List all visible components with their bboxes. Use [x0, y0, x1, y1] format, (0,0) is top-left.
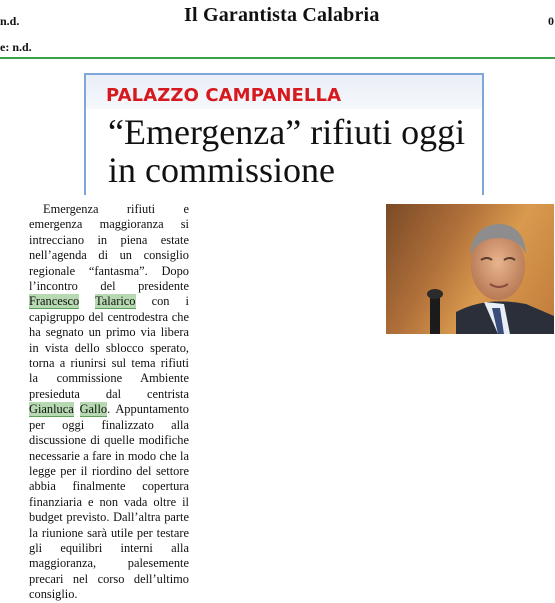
- header-divider: [0, 57, 555, 59]
- person-link-talarico[interactable]: Talarico: [95, 294, 136, 309]
- portrait-photo: [386, 204, 554, 334]
- article-text: [79, 294, 95, 308]
- article-text: Emergenza rifiuti e emergenza maggioranza si intrecciano in piena estate nell’agenda di un consiglio regionale “fantasma”. Dopo l’incontro del presidente: [29, 202, 189, 294]
- header-left-top: n.d.: [0, 14, 20, 28]
- person-link-gallo[interactable]: Gallo: [79, 402, 108, 417]
- newspaper-title: Il Garantista Calabria: [184, 4, 380, 26]
- article-text: con i capigruppo del centrodestra che ha segnato un primo via libera in vista dello sblocco sperato, torna a riunirsi sul tema rifiuti la commissione Ambiente presieduta dal centrista: [29, 294, 190, 401]
- headline-box: [84, 73, 484, 195]
- article-paragraph: [29, 202, 189, 603]
- header-left-bottom: e: n.d.: [0, 40, 32, 54]
- article-body: [29, 202, 189, 603]
- headline-title: “Emergenza” rifiuti oggi in commissione: [108, 112, 466, 190]
- article-text: . Appuntamento per oggi finalizzato alla discussione di quelle modifiche necessarie a fare in modo che la legge per il riordino del settore abbia finalmente copertura finanziaria e non vada oltre il budget previsto. Dall’altra parte la riunione sarà utile per testare gli equilibri interni alla maggioranza, palesemente precari nel corso dell’ultimo consiglio.: [29, 402, 189, 602]
- person-link-francesco[interactable]: Francesco: [29, 294, 80, 309]
- kicker: PALAZZO CAMPANELLA: [106, 85, 342, 106]
- portrait-illustration: [386, 204, 554, 334]
- article-text: [74, 402, 80, 416]
- person-link-gianluca[interactable]: Gianluca: [29, 402, 74, 417]
- header-right-top: 0: [548, 14, 554, 28]
